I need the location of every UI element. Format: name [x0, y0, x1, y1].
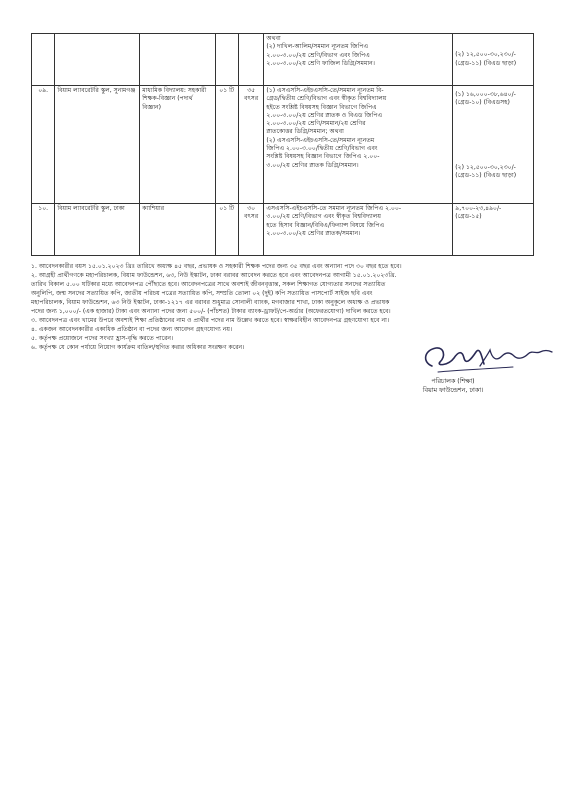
handwritten-signature	[418, 336, 558, 376]
qualification-line: এসএসসি-এইচএসসি-তে সমমান ন্যূনতম জিপিএ ২.০০-	[266, 205, 402, 212]
post-cell: মাধ্যমিক বিদ্যালয়: সহকারী শিক্ষক-বিজ্ঞান (পদার্থ বিজ্ঞান)	[140, 86, 215, 204]
post-cell	[140, 34, 215, 86]
serial-cell: ০৯.	[32, 86, 55, 204]
institution-cell	[55, 34, 140, 86]
note-age-limit: ১. আবেদনকারীর বয়স ১৫.০১.২০২৩ খ্রিঃ তারিখে অধ্যক্ষ ৪৫ বছর, প্রভাষক ও সহকারী শিক্ষক পদের জন্য ৩৫ বছর এবং অন্যান্য পদে ৩০ বছর হতে হবে।	[31, 263, 402, 270]
note-single-application: ৪. একজন আবেদনকারীর একাধিক প্রতিষ্ঠান বা পদের জন্য আবেদন গ্রহণযোগ্য নয়।	[31, 326, 233, 334]
qualification-line: হতে হিসাব বিজ্ঞান/বিবিএ/ফিন্যান্স বিষয়ে জিপিএ	[266, 221, 385, 229]
post-cell: ক্যাশিয়ার	[140, 204, 215, 256]
qualification-line: ২.০০-৩.০০/২য় শ্রেণির স্নাতক/সমমান।	[266, 229, 361, 237]
qualification-line: ২.০০-৩.০০/২য় শ্রেণি ফাজিল ডিগ্রি/সমমান।	[266, 59, 375, 67]
signatory-title: পরিচালক (শিক্ষা)	[431, 378, 475, 385]
pay-scale-cell	[453, 86, 534, 204]
recruitment-table	[31, 33, 534, 256]
qualification-line: ৩.০০/২য় শ্রেণি/বিভাগ এবং স্বীকৃত বিশ্ববিদ্যালয়	[266, 213, 381, 221]
pay-scale-line: (২) ১২,৫০০-৩০,২৩০/-	[455, 51, 516, 59]
qualification-line: ২.০০-৩.০০/২য় শ্রেণির স্নাতক ও বিএড জিপিএ	[266, 111, 383, 119]
age-unit: বৎসর	[244, 213, 259, 221]
note-application-address: ২. আগ্রহী প্রার্থীগণকে মহাপরিচালক, বিয়াম ফাউন্ডেশন, ৬৩, নিউ ইস্কাটন, ঢাকা বরাবর আবেদন করতে হবে এবং আবেদনপত্র আগামী ১৫.০১.২০২৩খ্রি.	[31, 272, 397, 280]
serial-cell	[32, 34, 55, 86]
table-row	[32, 34, 534, 86]
note-application-deadline: তারিখ বিকাল ৫.০০ ঘটিকার মধ্যে আবেদনপত্র পৌঁছাতে হবে। আবেদনপত্রের সাথে অবশ্যই জীবনবৃত্তান্ত, সকল শিক্ষাগত যোগ্যতার সনদের সত্যায়িত	[31, 281, 386, 289]
vacancy-cell: ০১ টি	[215, 86, 238, 204]
qualification-line: সংশ্লিষ্ট বিষয়সহ বিজ্ঞান বিভাগে জিপিএ ২.০০-	[266, 153, 380, 161]
pay-scale-cell	[453, 204, 534, 256]
table-row	[32, 86, 534, 204]
age-cell	[238, 86, 263, 204]
serial-cell: ১০.	[32, 204, 55, 256]
signatory-organization: বিয়াম ফাউন্ডেশন, ঢাকা।	[422, 387, 484, 395]
pay-scale-cell	[453, 34, 534, 86]
age-unit: বৎসর	[244, 95, 259, 103]
signatory-block	[403, 377, 503, 396]
age-cell	[238, 34, 263, 86]
qualification-line: (২) দাখিল-আলিম/সমমান ন্যূনতম জিপিএ	[266, 43, 369, 51]
pay-grade-line: (গ্রেড-১১) (বিএড ছাড়া)	[455, 59, 517, 67]
pay-grade-line: (গ্রেড-১০) (বিএডসহ)	[455, 99, 510, 107]
qualification-line: (১) এসএসসি-এইচএসসি-তে/সমমান ন্যূনতম বি-	[266, 87, 384, 94]
qualification-line: ৩.০০/২য় শ্রেণির স্নাতক ডিগ্রি/সমমান।	[266, 161, 359, 169]
note-vacancy-change: ৫. কর্তৃপক্ষ প্রয়োজনে পদের সংখ্যা হ্রাস-বৃদ্ধি করতে পারেন।	[31, 335, 174, 343]
qualification-line: জিপিএ ২.০০-৩.০০/দ্বিতীয় শ্রেণি/বিভাগ এবং	[266, 144, 378, 152]
qualification-line: ২.০০-৩.০০/২য় শ্রেণি/সমমান/২য় শ্রেণির	[266, 120, 366, 128]
vacancy-cell	[215, 34, 238, 86]
note-documents: অনুলিপি, জন্ম সনদের সত্যায়িত কপি, জাতীয় পরিচয় পত্রের সত্যায়িত কপি, সম্প্রতি তোলা ০২ (দুই) কপি সত্যায়িত পাসপোর্ট সাইজ ছবি এবং	[31, 290, 373, 298]
qualification-cell	[264, 34, 453, 86]
pay-grade-line: (গ্রেড-১৫)	[455, 213, 482, 221]
note-envelope: ৩. আবেদনপত্র এবং খামের উপরে অবশ্যই শিক্ষা প্রতিষ্ঠানের নাম ও প্রার্থীর পদের নাম উল্লেখ করতে হবে। স্বাক্ষরবিহীন আবেদনপত্র গ্রহণযোগ্য হবে না।	[31, 317, 390, 325]
qualification-cell	[264, 204, 453, 256]
age-cell	[238, 204, 263, 256]
qualification-line: গ্রেড/দ্বিতীয় শ্রেণি/বিভাগ এবং স্বীকৃত বিশ্ববিদ্যালয়	[266, 95, 387, 103]
qualification-cell	[264, 86, 453, 204]
qualification-line: অথবা	[266, 35, 281, 42]
note-bank-draft: মহাপরিচালক, বিয়াম ফাউন্ডেশন, ৬৩ নিউ ইস্কাটন, ঢাকা-১২১৭ এর বরাবর শুধুমাত্র সোনালী ব্যাংক, মগবাজার শাখা, ঢাকা অনুকূলে অধ্যক্ষ ও প্রভাষক	[31, 299, 390, 307]
note-cancellation-right: ৬. কর্তৃপক্ষ যে কোন পর্যায়ে নিয়োগ কার্যক্রম বাতিল/স্থগিত করার অধিকার সংরক্ষণ করেন।	[31, 344, 245, 352]
pay-scale-line: (১) ১৬,০০০-৩৮,৬৪০/-	[455, 91, 516, 98]
qualification-line: ২.০০-৩.০০/২য় শ্রেণি/বিভাগ এবং জিপিএ	[266, 51, 370, 59]
table-row	[32, 204, 534, 256]
qualification-line: স্নাতকোত্তর ডিগ্রি/সমমান; অথবা	[266, 128, 344, 136]
pay-scale-line: (২) ১২,৫০০-৩০,২৩০/-	[455, 163, 516, 171]
pay-scale-line: ৯,৭০০-২৩,৪৯০/-	[455, 205, 502, 212]
pay-grade-line: (গ্রেড-১১) (বিএড ছাড়া)	[455, 171, 517, 179]
qualification-line: (২) এসএসসি-এইচএসসি-তে/সমমান ন্যূনতম	[266, 136, 375, 144]
age-value: ৩৫	[247, 87, 256, 94]
note-fee: পদের জন্য ১,০০০/- (এক হাজার) টাকা এবং অন্যান্য পদের জন্য ৫০০/- (পাঁচশত) টাকার ব্যাংক-ড্রাফট/পে-অর্ডার (অফেরতযোগ্য) দাখিল করতে হবে।	[31, 308, 391, 316]
vacancy-cell: ০১ টি	[215, 204, 238, 256]
institution-cell: বিয়াম ল্যাবরেটরি স্কুল, সুনামগঞ্জ	[55, 86, 140, 204]
age-value: ৩০	[247, 205, 256, 212]
qualification-line: হইতে সংশ্লিষ্ট বিষয়সহ বিজ্ঞান বিভাগে জিপিএ	[266, 103, 377, 111]
institution-cell: বিয়াম ল্যাবরেটরি স্কুল, ঢাকা	[55, 204, 140, 256]
